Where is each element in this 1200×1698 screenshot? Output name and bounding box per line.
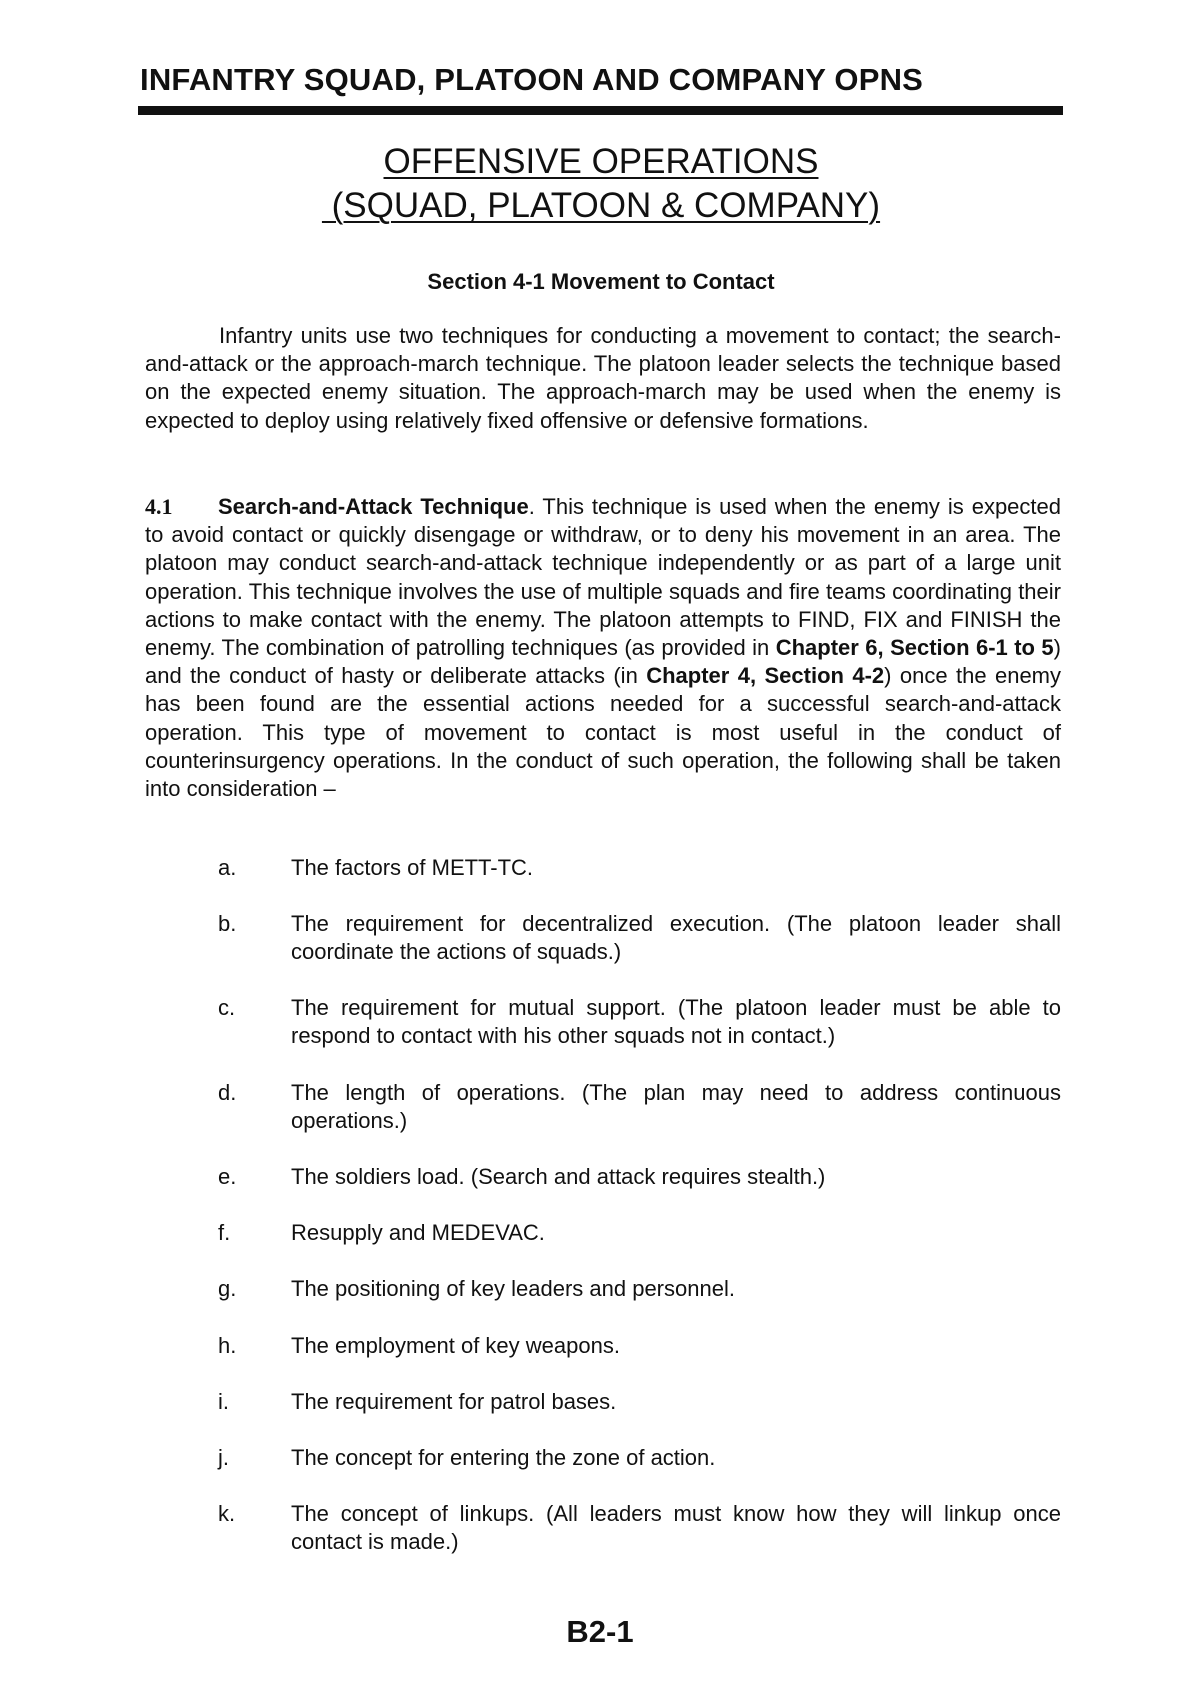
paragraph-text-a: . This technique is used when the enemy is expected to avoid contact or quickly disengage or withdraw, or to deny his movement in an area. The platoon may conduct search-and-attack technique independently or as part of a large unit operation. This technique involves the use of multiple squads and fire teams coordinating their actions to make contact with the enemy. The platoon attempts to FIND, FIX and FINISH the enemy. The combination of patrolling techniques (as provided in	[145, 494, 1061, 661]
chapter-4-reference: Chapter 4, Section 4-2	[646, 663, 885, 689]
header-title: INFANTRY SQUAD, PLATOON AND COMPANY OPNS	[140, 62, 924, 97]
list-item-text: The concept for entering the zone of action.	[291, 1445, 716, 1470]
paragraph-title: Search-and-Attack Technique	[218, 494, 529, 519]
title-line-1: OFFENSIVE OPERATIONS	[383, 142, 819, 181]
paragraph-text-c: ) once the enemy has been found are the essential actions needed for a successful search-and-attack operation. This type of movement to contact is most useful in the conduct of counterinsurgency operations. In the conduct of such operation, the following shall be taken into consideration –	[145, 663, 1062, 802]
list-item-label: c.	[218, 995, 236, 1020]
paragraph-number: 4.1	[145, 494, 173, 519]
page-number: B2-1	[566, 1614, 634, 1649]
header-rule	[138, 106, 1063, 115]
list-item-label: d.	[218, 1080, 237, 1105]
section-heading: Section 4-1 Movement to Contact	[427, 269, 775, 294]
list-item-label: b.	[218, 911, 237, 936]
list-item-text: The soldiers load. (Search and attack requires stealth.)	[291, 1164, 826, 1189]
list-item-text: The positioning of key leaders and personnel.	[291, 1276, 735, 1301]
list-item-text: The factors of METT-TC.	[291, 855, 534, 880]
list-item-label: i.	[218, 1389, 229, 1414]
list-item-text: The requirement for decentralized execution. (The platoon leader shall coordinate the actions of squads.)	[291, 911, 1061, 965]
list-item-label: k.	[218, 1501, 236, 1526]
list-item-text: The length of operations. (The plan may need to address continuous operations.)	[291, 1080, 1061, 1134]
page-header	[140, 60, 1062, 100]
list-item-label: g.	[218, 1276, 237, 1301]
intro-paragraph: Infantry units use two techniques for conducting a movement to contact; the search-and-attack or the approach-march technique. The platoon leader selects the technique based on the expected enemy situation. The approach-march may be used when the enemy is expected to deploy using relatively fixed offensive or defensive formations.	[145, 323, 1061, 433]
list-item-text: The requirement for mutual support. (The platoon leader must be able to respond to contact with his other squads not in contact.)	[291, 995, 1061, 1049]
list-item-label: e.	[218, 1164, 237, 1189]
document-title	[140, 140, 1062, 228]
list-item-label: a.	[218, 855, 237, 880]
list-item-text: The requirement for patrol bases.	[291, 1389, 617, 1414]
paragraph-text-b: ) and the conduct of hasty or deliberate attacks (in	[145, 635, 1061, 689]
list-item-label: f.	[218, 1220, 231, 1245]
list-item-text: Resupply and MEDEVAC.	[291, 1220, 545, 1245]
paragraph-4-1	[145, 493, 1061, 803]
chapter-6-reference: Chapter 6, Section 6-1 to 5	[775, 635, 1054, 661]
list-item-label: h.	[218, 1333, 237, 1358]
list-item-text: The employment of key weapons.	[291, 1333, 620, 1358]
title-line-2: (SQUAD, PLATOON & COMPANY)	[321, 186, 881, 225]
list-item-label: j.	[218, 1445, 229, 1470]
list-item-text: The concept of linkups. (All leaders must know how they will linkup once contact is made.)	[291, 1501, 1061, 1555]
